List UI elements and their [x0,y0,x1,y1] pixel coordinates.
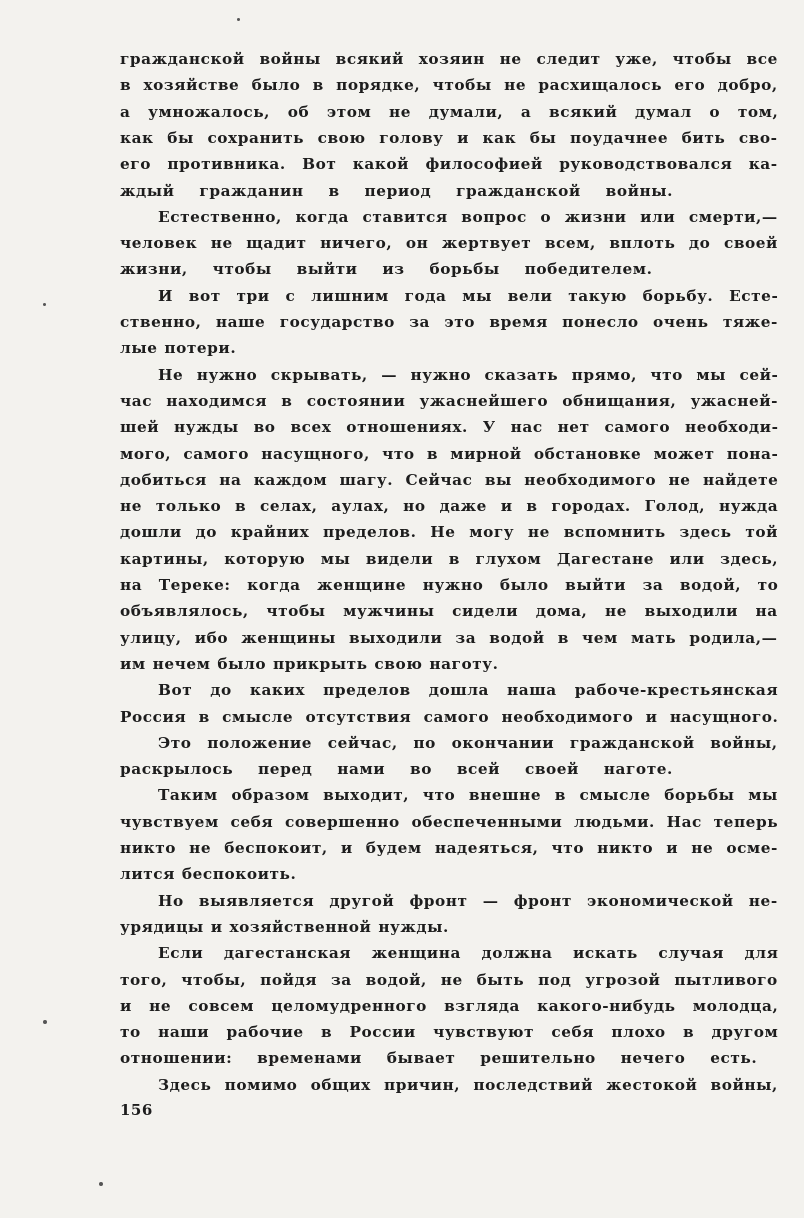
text-line: Не нужно скрывать, — нужно сказать прямо, что мы сей- [158,365,779,384]
text-line: не только в селах, аулах, но даже и в городах. Голод, нужда [120,497,779,516]
text-line: лится беспокоить. [120,865,297,884]
text-line: им нечем было прикрыть свою наготу. [120,654,499,673]
text-line: И вот три с лишним года мы вели такую борьбу. Есте- [158,286,779,305]
text-line: как бы сохранить свою голову и как бы поудачнее бить сво- [120,128,778,147]
text-line: Таким образом выходит, что внешне в смысле борьбы мы [158,786,778,805]
text-line: его противника. Вот какой философией руководствовался ка- [120,155,778,174]
text-line: на Тереке: когда женщине нужно было выйти за водой, то [120,576,779,594]
text-line: добиться на каждом шагу. Сейчас вы необходимого не найдете [120,470,779,489]
print-speck [237,18,240,21]
text-line: Здесь помимо общих причин, последствий жестокой войны, [158,1075,778,1094]
text-line: картины, которую мы видели в глухом Дагестане или здесь, [120,549,779,568]
text-line: дошли до крайних пределов. Не могу не вспомнить здесь той [120,523,779,542]
text-line: шей нужды во всех отношениях. У нас нет самого необходи- [120,418,779,437]
page-number: 156 [120,1101,153,1119]
text-line: того, чтобы, пойдя за водой, не быть под угрозой пытливого [120,970,778,989]
text-line: и не совсем целомудренного взгляда какого-нибудь молодца, [120,996,779,1015]
print-speck [43,1020,47,1024]
text-line: урядицы и хозяйственной нужды. [120,917,449,936]
text-line: Вот до каких пределов дошла наша рабоче-крестьянская [158,681,779,700]
text-line: Россия в смысле отсутствия самого необходимого и насущного. [120,707,779,726]
print-speck [43,303,46,306]
text-line: отношении: временами бывает решительно нечего есть. [120,1049,758,1068]
text-line: никто не беспокоит, и будем надеяться, что никто и не осме- [120,839,778,857]
text-line: а умножалось, об этом не думали, а всякий думал о том, [120,102,779,121]
text-line: ственно, наше государство за это время понесло очень тяже- [120,313,778,331]
text-line: гражданской войны всякий хозяин не следит уже, чтобы все [120,50,778,68]
text-line: Естественно, когда ставится вопрос о жизни или смерти,— [158,207,778,226]
text-line: раскрылось перед нами во всей своей наготе. [120,760,673,779]
text-line: мого, самого насущного, что в мирной обстановке может пона- [120,444,779,463]
text-line: лые потери. [120,339,237,358]
print-speck [99,1182,103,1186]
text-line: Это положение сейчас, по окончании гражданской войны, [158,733,778,752]
text-line: ждый гражданин в период гражданской войны. [120,181,673,200]
text-line: чувствуем себя совершенно обеспеченными людьми. Нас теперь [120,812,779,831]
text-line: час находимся в состоянии ужаснейшего обнищания, ужасней- [120,391,779,410]
text-line: объявлялось, чтобы мужчины сидели дома, не выходили на [120,602,778,621]
text-line: улицу, ибо женщины выходили за водой в чем мать родила,— [120,628,778,647]
text-line: человек не щадит ничего, он жертвует всем, вплоть до своей [120,234,778,253]
text-line: Если дагестанская женщина должна искать случая для [158,944,779,963]
text-line: Но выявляется другой фронт — фронт экономической не- [158,891,778,910]
text-line: жизни, чтобы выйти из борьбы победителем. [120,260,653,279]
text-line: в хозяйстве было в порядке, чтобы не расхищалось его добро, [120,76,778,95]
text-line: то наши рабочие в России чувствуют себя плохо в другом [120,1023,779,1042]
